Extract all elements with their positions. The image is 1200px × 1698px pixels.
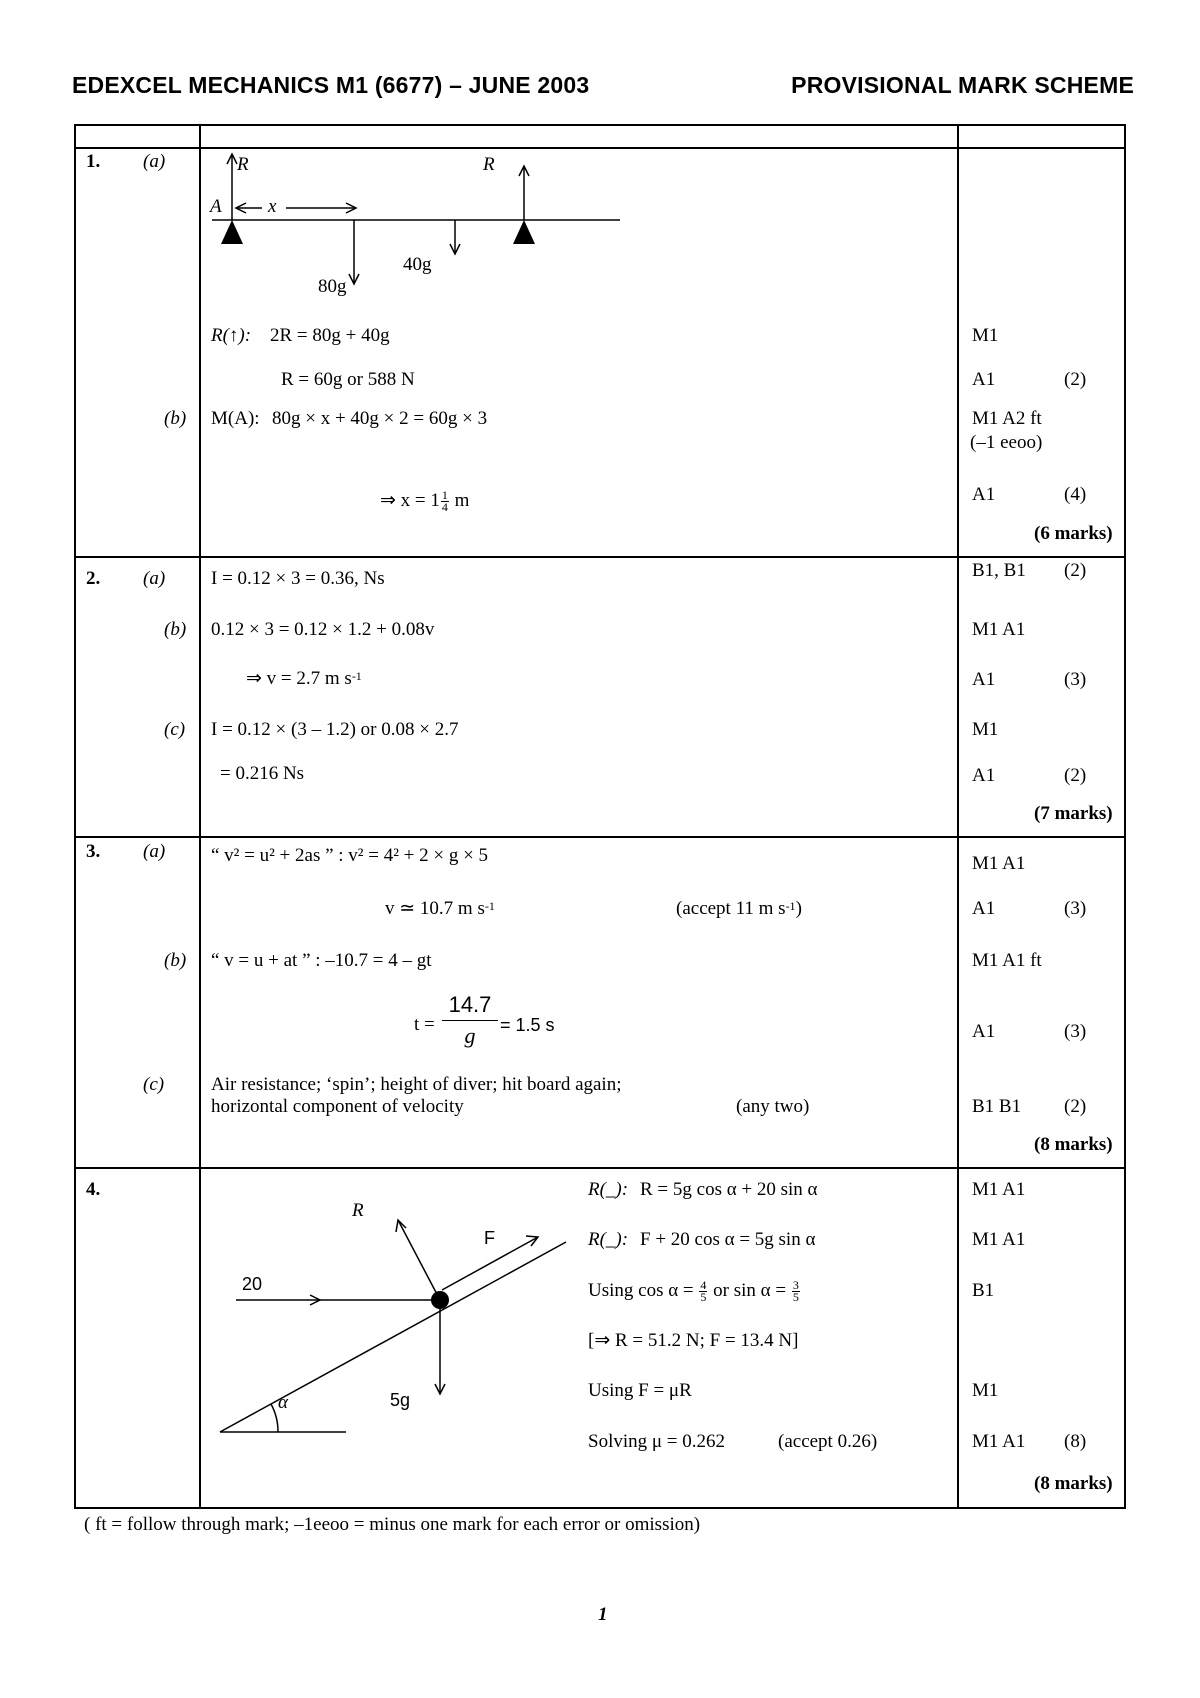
q1-line4-mark: A1 xyxy=(972,484,996,505)
q3-fraction xyxy=(442,990,498,1051)
q4-line5-mark: M1 xyxy=(972,1380,999,1401)
label-R-right: R xyxy=(483,154,495,175)
q1-number: 1. xyxy=(86,151,101,172)
q4-line1-mark: M1 A1 xyxy=(972,1179,1026,1200)
label-5g: 5g xyxy=(390,1390,411,1410)
q1-line4-post: m xyxy=(449,490,470,511)
q4-line6-mark: M1 A1 xyxy=(972,1431,1026,1452)
label-A: A xyxy=(210,196,222,217)
q2-line1-eq: I = 0.12 × 3 = 0.36, Ns xyxy=(211,568,385,589)
q1-line2-eq: R = 60g or 588 N xyxy=(281,369,415,390)
frac-den: 4 xyxy=(441,500,448,515)
q1-line3-eq: 80g × x + 40g × 2 = 60g × 3 xyxy=(272,408,488,429)
q3-line3-mark: M1 A1 ft xyxy=(972,950,1042,971)
q4-line6-eq: Solving μ = 0.262 xyxy=(588,1431,726,1452)
label-R: R xyxy=(352,1200,364,1221)
q2-line4-mark: M1 xyxy=(972,719,999,740)
page-number: 1 xyxy=(598,1604,608,1625)
q4-line3-mid: or sin α = xyxy=(713,1280,787,1301)
q4-line6-total: (8) xyxy=(1064,1431,1087,1452)
q2-part-b: (b) xyxy=(164,619,187,640)
q1-part-a: (a) xyxy=(143,151,166,172)
q2-part-c: (c) xyxy=(164,719,186,740)
label-R-left: R xyxy=(237,154,249,175)
q2-line5-total: (2) xyxy=(1064,765,1087,786)
q3-line5-mark: B1 B1 xyxy=(972,1096,1022,1117)
frac-num: 1 xyxy=(441,488,448,503)
q4-line3 xyxy=(588,1280,801,1303)
frac-den: 5 xyxy=(700,1290,707,1305)
q1-beam-diagram xyxy=(200,150,640,300)
q2-line2-eq: 0.12 × 3 = 0.12 × 1.2 + 0.08v xyxy=(211,619,435,640)
label-40g: 40g xyxy=(403,254,432,275)
q1-line4-eq xyxy=(380,490,469,513)
label-x: x xyxy=(268,196,277,217)
q4-line5-eq: Using F = μR xyxy=(588,1380,692,1401)
particle xyxy=(431,1291,449,1309)
q3-part-a: (a) xyxy=(143,841,166,862)
frac-den: 5 xyxy=(792,1290,799,1305)
q4-line3-mark: B1 xyxy=(972,1280,995,1301)
q3-line5b: horizontal component of velocity xyxy=(211,1096,464,1117)
footnote: ( ft = follow through mark; –1eeoo = minus one mark for each error or omission) xyxy=(84,1514,701,1535)
q3-line4-t: t = xyxy=(414,1014,435,1035)
q3-line4-result: = 1.5 s xyxy=(500,1015,555,1035)
q4-total: (8 marks) xyxy=(1034,1473,1113,1494)
fraction-one-quarter xyxy=(441,490,449,513)
q3-number: 3. xyxy=(86,841,101,862)
q3-line2-total: (3) xyxy=(1064,898,1087,919)
q3-line4-mark: A1 xyxy=(972,1021,996,1042)
q1-line4-pre: ⇒ x = 1 xyxy=(380,490,440,511)
q4-line6-accept: (accept 0.26) xyxy=(778,1431,878,1452)
q4-line2-label: R(_): xyxy=(588,1229,629,1250)
q4-number: 4. xyxy=(86,1179,101,1200)
q2-line2-mark: M1 A1 xyxy=(972,619,1026,640)
q2-part-a: (a) xyxy=(143,568,166,589)
label-80g: 80g xyxy=(318,276,347,297)
q3-line2-text: v ≃ 10.7 m s xyxy=(385,898,485,919)
document-title: EDEXCEL MECHANICS M1 (6677) – JUNE 2003 xyxy=(72,72,590,98)
q2-line3-mark: A1 xyxy=(972,669,996,690)
q2-line1-mark: B1, B1 xyxy=(972,560,1026,581)
q1-line3-note: (–1 eeoo) xyxy=(970,432,1043,453)
label-F: F xyxy=(484,1228,495,1248)
q2-line5-eq: = 0.216 Ns xyxy=(220,763,305,784)
q2-line3-eq xyxy=(246,668,362,690)
q1-part-b: (b) xyxy=(164,408,187,429)
q4-line2-eq: F + 20 cos α = 5g sin α xyxy=(640,1229,816,1250)
q4-line1-label: R(_): xyxy=(588,1179,629,1200)
q4-line4-eq: [⇒ R = 51.2 N; F = 13.4 N] xyxy=(588,1330,799,1351)
q1-line2-mark: A1 xyxy=(972,369,996,390)
q1-line1-eq: 2R = 80g + 40g xyxy=(270,325,390,346)
q3-line2-eq xyxy=(385,898,495,920)
q3-line5-total: (2) xyxy=(1064,1096,1087,1117)
q3-line2-sup: -1 xyxy=(484,899,495,913)
fraction-three-fifths xyxy=(792,1280,800,1303)
q3-line2-mark: A1 xyxy=(972,898,996,919)
q3-accept-text: (accept 11 m s xyxy=(676,898,786,919)
q2-line3-total: (3) xyxy=(1064,669,1087,690)
q3-line5a: Air resistance; ‘spin’; height of diver; hit board again; xyxy=(211,1074,622,1095)
q1-total: (6 marks) xyxy=(1034,523,1113,544)
q4-line3-pre: Using cos α = xyxy=(588,1280,694,1301)
q3-part-c: (c) xyxy=(143,1074,165,1095)
frac-num: 3 xyxy=(792,1278,799,1293)
label-alpha: α xyxy=(278,1392,288,1413)
q3-total: (8 marks) xyxy=(1034,1134,1113,1155)
q3-line2-accept xyxy=(676,898,802,920)
q3-accept-sup: -1 xyxy=(785,899,796,913)
support-left xyxy=(221,220,243,244)
q2-line4-eq: I = 0.12 × (3 – 1.2) or 0.08 × 2.7 xyxy=(211,719,459,740)
label-20: 20 xyxy=(242,1274,263,1294)
q4-line1-eq: R = 5g cos α + 20 sin α xyxy=(640,1179,818,1200)
q3-accept-close: ) xyxy=(795,898,802,919)
support-right xyxy=(513,220,535,244)
q3-frac-den: g xyxy=(464,1023,476,1048)
fraction-four-fifths xyxy=(699,1280,707,1303)
q3-part-b: (b) xyxy=(164,950,187,971)
angle-arc xyxy=(271,1404,278,1432)
q3-line5-note: (any two) xyxy=(736,1096,810,1117)
q1-line1-label: R(↑): xyxy=(211,325,252,346)
q2-line1-total: (2) xyxy=(1064,560,1087,581)
q3-line4-total: (3) xyxy=(1064,1021,1087,1042)
q2-line3-sup: -1 xyxy=(351,669,362,683)
q3-line1-eq: “ v² = u² + 2as ” : v² = 4² + 2 × g × 5 xyxy=(211,845,489,866)
q2-number: 2. xyxy=(86,568,101,589)
reaction-arrow xyxy=(398,1220,440,1300)
q1-line1-mark: M1 xyxy=(972,325,999,346)
q4-inclined-plane-diagram xyxy=(200,1170,580,1440)
q4-line2-mark: M1 A1 xyxy=(972,1229,1026,1250)
q2-line3-text: ⇒ v = 2.7 m s xyxy=(246,668,352,689)
q3-line3-eq: “ v = u + at ” : –10.7 = 4 – gt xyxy=(211,950,432,971)
document-subtitle: PROVISIONAL MARK SCHEME xyxy=(791,72,1134,98)
q1-line2-total: (2) xyxy=(1064,369,1087,390)
q3-line1-mark: M1 A1 xyxy=(972,853,1026,874)
frac-num: 4 xyxy=(700,1278,707,1293)
q2-total: (7 marks) xyxy=(1034,803,1113,824)
q1-line3-mark: M1 A2 ft xyxy=(972,408,1042,429)
q1-line3-label: M(A): xyxy=(211,408,260,429)
q1-line4-total: (4) xyxy=(1064,484,1087,505)
q3-frac-num: 14.7 xyxy=(442,990,498,1021)
q2-line5-mark: A1 xyxy=(972,765,996,786)
